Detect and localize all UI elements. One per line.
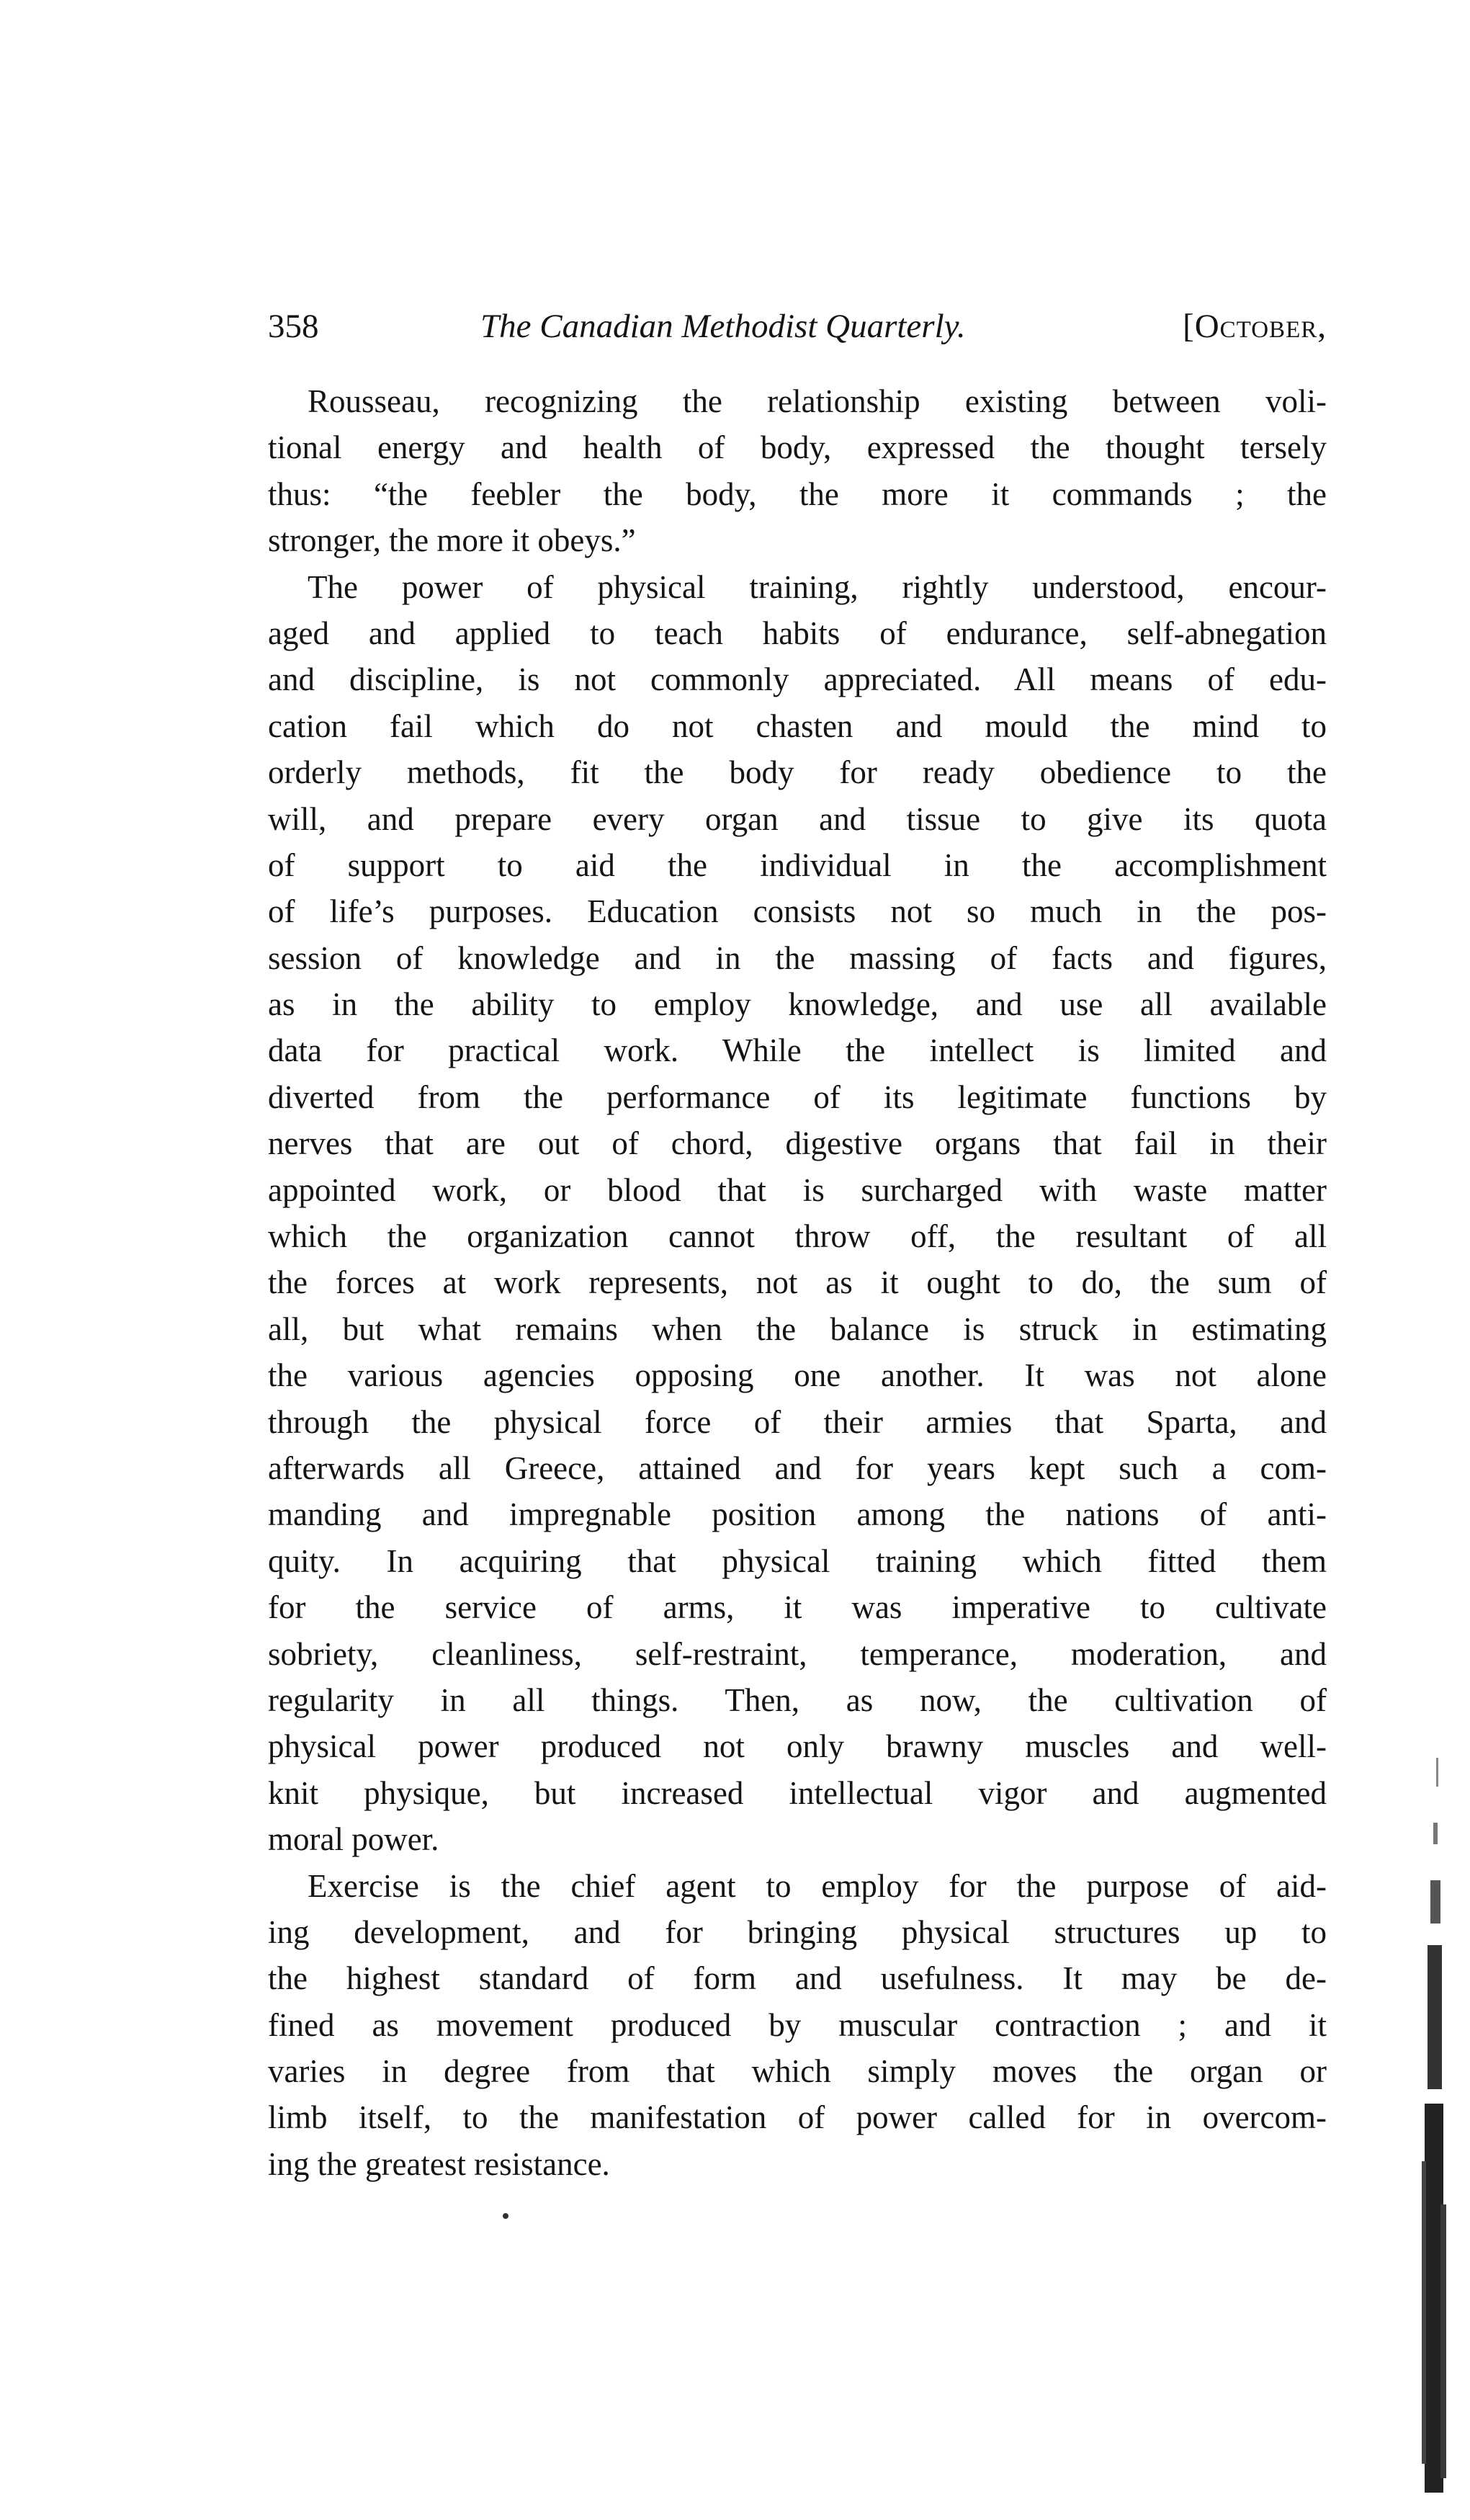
text-line: physical power produced not only brawny muscles and well- — [268, 1728, 1327, 1765]
text-line: knit physique, but increased intellectual vigor and augmented — [268, 1774, 1327, 1811]
text-line: of life’s purposes. Education consists not so much in the pos- — [268, 893, 1327, 930]
page-number: 358 — [268, 308, 319, 345]
text-line: as in the ability to employ knowledge, and use all available — [268, 986, 1327, 1023]
text-line: and discipline, is not commonly appreciated. All means of edu- — [268, 661, 1327, 698]
text-line: afterwards all Greece, attained and for years kept such a com- — [268, 1449, 1327, 1486]
text-line: regularity in all things. Then, as now, the cultivation of — [268, 1681, 1327, 1718]
text-line: data for practical work. While the intellect is limited and — [268, 1032, 1327, 1069]
text-line: quity. In acquiring that physical training which fitted them — [268, 1542, 1327, 1579]
binding-edge-shadow — [1412, 1758, 1455, 2493]
text-line: session of knowledge and in the massing of facts and figures, — [268, 939, 1327, 976]
running-head — [268, 301, 1327, 352]
text-line: nerves that are out of chord, digestive organs that fail in their — [268, 1125, 1327, 1162]
paragraph — [268, 378, 1327, 564]
text-line: stronger, the more it obeys.” — [268, 522, 636, 559]
text-line: diverted from the performance of its legitimate functions by — [268, 1078, 1327, 1115]
text-line: for the service of arms, it was imperative to cultivate — [268, 1589, 1327, 1626]
text-line: ing the greatest resistance. — [268, 2145, 610, 2182]
text-line: the forces at work represents, not as it ought to do, the sum of — [268, 1264, 1327, 1301]
text-line: The power of physical training, rightly understood, encour- — [308, 568, 1327, 605]
text-line: limb itself, to the manifestation of power called for in overcom- — [268, 2099, 1327, 2136]
text-line: Rousseau, recognizing the relationship existing between voli- — [308, 383, 1327, 419]
text-line: through the physical force of their armies that Sparta, and — [268, 1403, 1327, 1440]
body-text — [268, 378, 1327, 2187]
text-line: thus: “the feebler the body, the more it commands ; the — [268, 475, 1327, 512]
text-line: tional energy and health of body, expressed the thought tersely — [268, 429, 1327, 466]
stray-ink-dot — [503, 2213, 508, 2219]
text-line: orderly methods, fit the body for ready obedience to the — [268, 754, 1327, 791]
text-line: all, but what remains when the balance is struck in estimating — [268, 1310, 1327, 1347]
text-line: Exercise is the chief agent to employ for the purpose of aid- — [308, 1867, 1327, 1904]
text-line: cation fail which do not chasten and mould the mind to — [268, 707, 1327, 744]
text-line: which the organization cannot throw off, the resultant of all — [268, 1218, 1327, 1255]
text-line: will, and prepare every organ and tissue to give its quota — [268, 800, 1327, 837]
text-line: ing development, and for bringing physical structures up to — [268, 1913, 1327, 1950]
text-line: varies in degree from that which simply moves the organ or — [268, 2053, 1327, 2090]
text-line: of support to aid the individual in the accomplishment — [268, 846, 1327, 883]
text-line: manding and impregnable position among the nations of anti- — [268, 1496, 1327, 1533]
text-line: aged and applied to teach habits of endurance, self-abnegation — [268, 615, 1327, 651]
text-line: appointed work, or blood that is surcharged with waste matter — [268, 1171, 1327, 1208]
paragraph — [268, 1863, 1327, 2188]
running-head-month: [October, — [1183, 308, 1327, 345]
text-line: the highest standard of form and usefulness. It may be de- — [268, 1960, 1327, 1997]
text-line: fined as movement produced by muscular contraction ; and it — [268, 2006, 1327, 2043]
paragraph — [268, 564, 1327, 1863]
text-line: sobriety, cleanliness, self-restraint, temperance, moderation, and — [268, 1635, 1327, 1672]
journal-title: The Canadian Methodist Quarterly. — [480, 308, 966, 345]
text-line: the various agencies opposing one another. It was not alone — [268, 1357, 1327, 1394]
text-line: moral power. — [268, 1821, 439, 1858]
